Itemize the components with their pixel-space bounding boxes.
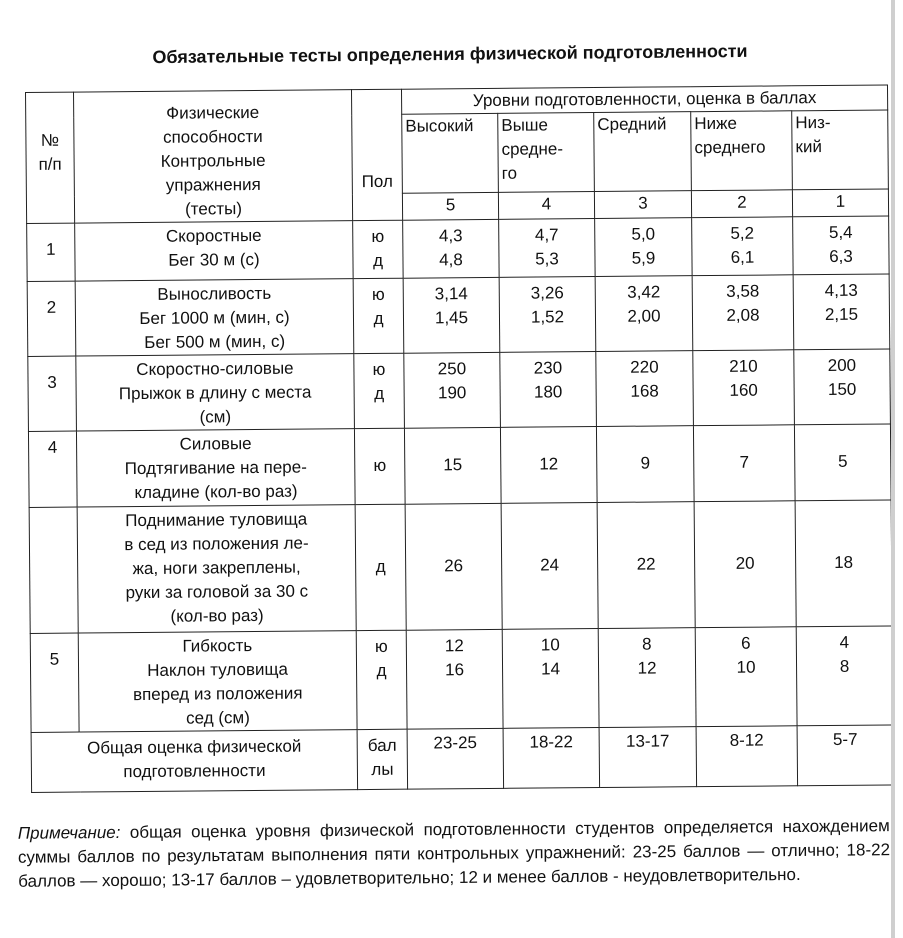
level-name-0: Высокий [402, 113, 499, 193]
fitness-tests-table [25, 84, 894, 793]
table-row [30, 626, 893, 733]
row-num: 2 [27, 281, 76, 356]
level-name-4: Низ- кий [792, 110, 889, 190]
row-num [29, 507, 78, 633]
row-value: 250 190 [404, 352, 501, 428]
row-sex: д [355, 504, 406, 630]
row-sex: ю д [354, 353, 405, 428]
header-num: № п/п [26, 92, 75, 223]
row-value: 200 150 [794, 349, 891, 425]
total-value: 23-25 [407, 728, 504, 789]
row-value: 5 [794, 424, 891, 501]
row-value: 22 [597, 502, 695, 629]
score-1: 1 [792, 189, 888, 217]
row-num: 5 [30, 633, 79, 732]
row-ability: Поднимание туловища в сед из положения ле- жа, ноги закреплены, руки за головой за 30 с (кол-во раз) [77, 505, 356, 633]
row-ability: Силовые Подтягивание на пере- кладине (кол-во раз) [76, 429, 355, 507]
score-4: 4 [498, 192, 594, 220]
table-row [27, 274, 890, 357]
row-value: 20 [694, 501, 796, 628]
table-body [27, 216, 894, 793]
row-value: 230 180 [500, 352, 597, 428]
score-2: 2 [691, 190, 792, 218]
total-label: Общая оценка физической подготовленности [31, 730, 358, 793]
note-label: Примечание: [17, 822, 121, 843]
row-sex: ю [354, 428, 405, 504]
total-value: 5-7 [797, 725, 894, 786]
row-ability: Скоростно-силовые Прыжок в длину с места (см) [76, 354, 355, 431]
row-num: 1 [27, 223, 76, 281]
row-value: 3,58 2,08 [692, 275, 794, 351]
row-num: 4 [28, 431, 77, 507]
header-sex: Пол [351, 89, 402, 220]
row-value: 12 16 [406, 629, 503, 729]
level-name-3: Ниже среднего [691, 111, 793, 191]
row-value: 26 [405, 503, 502, 630]
row-value: 4,13 2,15 [793, 274, 890, 350]
row-value: 3,42 2,00 [595, 276, 693, 352]
level-name-1: Выше средне- го [498, 113, 595, 193]
row-ability: Гибкость Наклон туловища вперед из положения сед (см) [78, 631, 357, 732]
row-value: 12 [500, 427, 597, 504]
row-sex: ю д [353, 278, 404, 353]
row-value: 4,3 4,8 [403, 219, 500, 278]
note-text: общая оценка уровня физической подготовленности студентов определяется нахождением суммы баллов по результатам выполнения пяти контрольных упражнений: 23-25 баллов — отлично; 18-22 баллов — хорошо; 13-17 баллов – удовлетворительно; 12 и менее баллов - неудовлетворительно. [17, 816, 891, 891]
row-value: 9 [596, 426, 694, 503]
row-num: 3 [28, 356, 77, 431]
score-3: 3 [594, 191, 691, 219]
row-value: 6 10 [695, 627, 797, 727]
row-value: 18 [795, 500, 892, 627]
page-edge [891, 0, 895, 938]
table-row [28, 424, 891, 508]
header-levels: Уровни подготовленности, оценка в баллах [401, 85, 887, 114]
row-value: 3,14 1,45 [403, 277, 500, 353]
row-value: 5,0 5,9 [595, 218, 693, 277]
total-row [31, 725, 894, 793]
row-value: 3,26 1,52 [499, 277, 596, 353]
row-value: 24 [501, 503, 598, 630]
table-row [27, 216, 889, 282]
row-value: 7 [693, 425, 795, 502]
row-ability: Выносливость Бег 1000 м (мин, с) Бег 500 м (мин, с) [75, 279, 354, 356]
score-5: 5 [402, 192, 498, 220]
row-value: 5,2 6,1 [692, 217, 794, 276]
row-sex: ю д [353, 220, 404, 278]
note [18, 814, 891, 894]
row-value: 4,7 5,3 [499, 219, 596, 278]
row-value: 5,4 6,3 [793, 216, 890, 275]
table-row [28, 349, 891, 432]
row-value: 8 12 [598, 628, 696, 728]
row-value: 10 14 [502, 629, 599, 729]
total-value: 8-12 [696, 726, 798, 787]
total-value: 18-22 [503, 728, 600, 789]
row-sex: ю д [356, 630, 407, 729]
total-unit: бал лы [357, 729, 408, 789]
level-name-2: Средний [594, 112, 692, 192]
row-value: 220 168 [596, 351, 694, 427]
row-value: 4 8 [796, 626, 893, 726]
total-value: 13-17 [599, 727, 697, 788]
row-value: 210 160 [693, 350, 795, 426]
header-ability: Физические способности Контрольные упражнения (тесты) [74, 90, 353, 223]
row-ability: Скоростные Бег 30 м (с) [75, 221, 353, 281]
page-title: Обязательные тесты определения физической подготовленности [152, 40, 748, 68]
row-value: 15 [404, 427, 501, 504]
table-row [29, 500, 892, 634]
